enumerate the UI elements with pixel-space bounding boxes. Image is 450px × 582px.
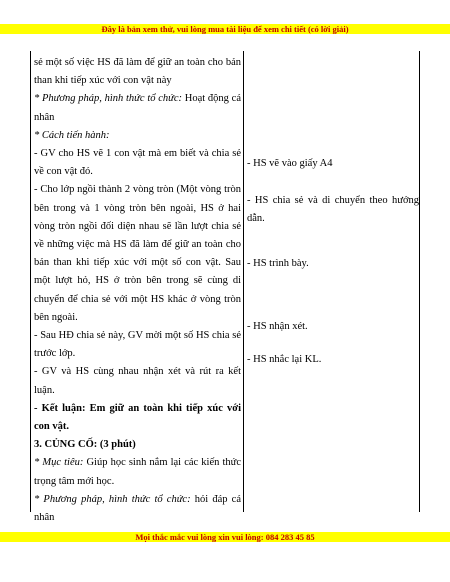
lesson-table xyxy=(30,51,420,524)
method-label-2: * Phương pháp, hình thức tổ chức: xyxy=(34,493,191,505)
student-step-draw: - HS vẽ vào giấy A4 xyxy=(247,158,333,169)
column-divider xyxy=(243,51,244,512)
method-paragraph xyxy=(34,90,241,126)
contact-banner-text: Mọi thắc mắc vui lòng xin vui lòng: 084 283 45 85 xyxy=(135,532,315,542)
student-step-present: - HS trình bày. xyxy=(247,258,309,269)
method-label: * Phương pháp, hình thức tổ chức: xyxy=(34,93,183,105)
preview-banner xyxy=(0,24,450,34)
conclusion: - Kết luận: Em giữ an toàn khi tiếp xúc với con vật. xyxy=(34,402,241,433)
step-draw: - GV cho HS vẽ 1 con vật mà em biết và chia sẻ về con vật đó. xyxy=(34,148,241,178)
method-value: Hoạt động cá nhân xyxy=(34,93,241,123)
section-heading: 3. CỦNG CỐ: (3 phút) xyxy=(34,439,136,451)
paragraph-1: sẻ một số việc HS đã làm để giữ an toàn cho bản than khi tiếp xúc với con vật này xyxy=(34,57,241,87)
method-value-2: hỏi đáp cá nhân xyxy=(34,493,241,524)
preview-banner-text: Đây là bản xem thử, vui lòng mua tài liệu để xem chi tiết (có lời giải) xyxy=(101,24,349,34)
step-share: - Sau HĐ chia sẻ này, GV mời một số HS chia sẻ trước lớp. xyxy=(34,330,241,360)
objective-value: Giúp học sinh nắm lại các kiến thức trọng tâm mới học. xyxy=(34,457,241,487)
teacher-activities-column xyxy=(34,54,241,527)
student-step-recall: - HS nhắc lại KL. xyxy=(247,354,322,365)
step-circles: - Cho lớp ngồi thành 2 vòng tròn (Một vòng tròn bên trong và 1 vòng tròn bên ngoài, HS ở hai vòng tròn ngồi đối diện nhau sẽ lần lượt chia sẻ về những việc mà HS đã làm để giữ an toàn cho bản than khi tiếp xúc với một số con vật. Sau một lượt hỏ, HS ở tròn bên trong sẽ cùng di chuyển để chia sẻ với một HS khác ở vòng tròn bên ngoài. xyxy=(34,184,241,323)
student-step-review: - HS nhận xét. xyxy=(247,321,308,332)
method-paragraph-2 xyxy=(34,491,241,527)
student-step-share: - HS chia sẻ và di chuyển theo hướng dẫn. xyxy=(247,195,419,225)
procedure-heading: * Cách tiến hành: xyxy=(34,129,110,141)
objective-label: * Mục tiêu: xyxy=(34,457,84,469)
objective-paragraph xyxy=(34,454,241,490)
step-review: - GV và HS cùng nhau nhận xét và rút ra kết luận. xyxy=(34,366,241,396)
contact-banner xyxy=(0,532,450,542)
